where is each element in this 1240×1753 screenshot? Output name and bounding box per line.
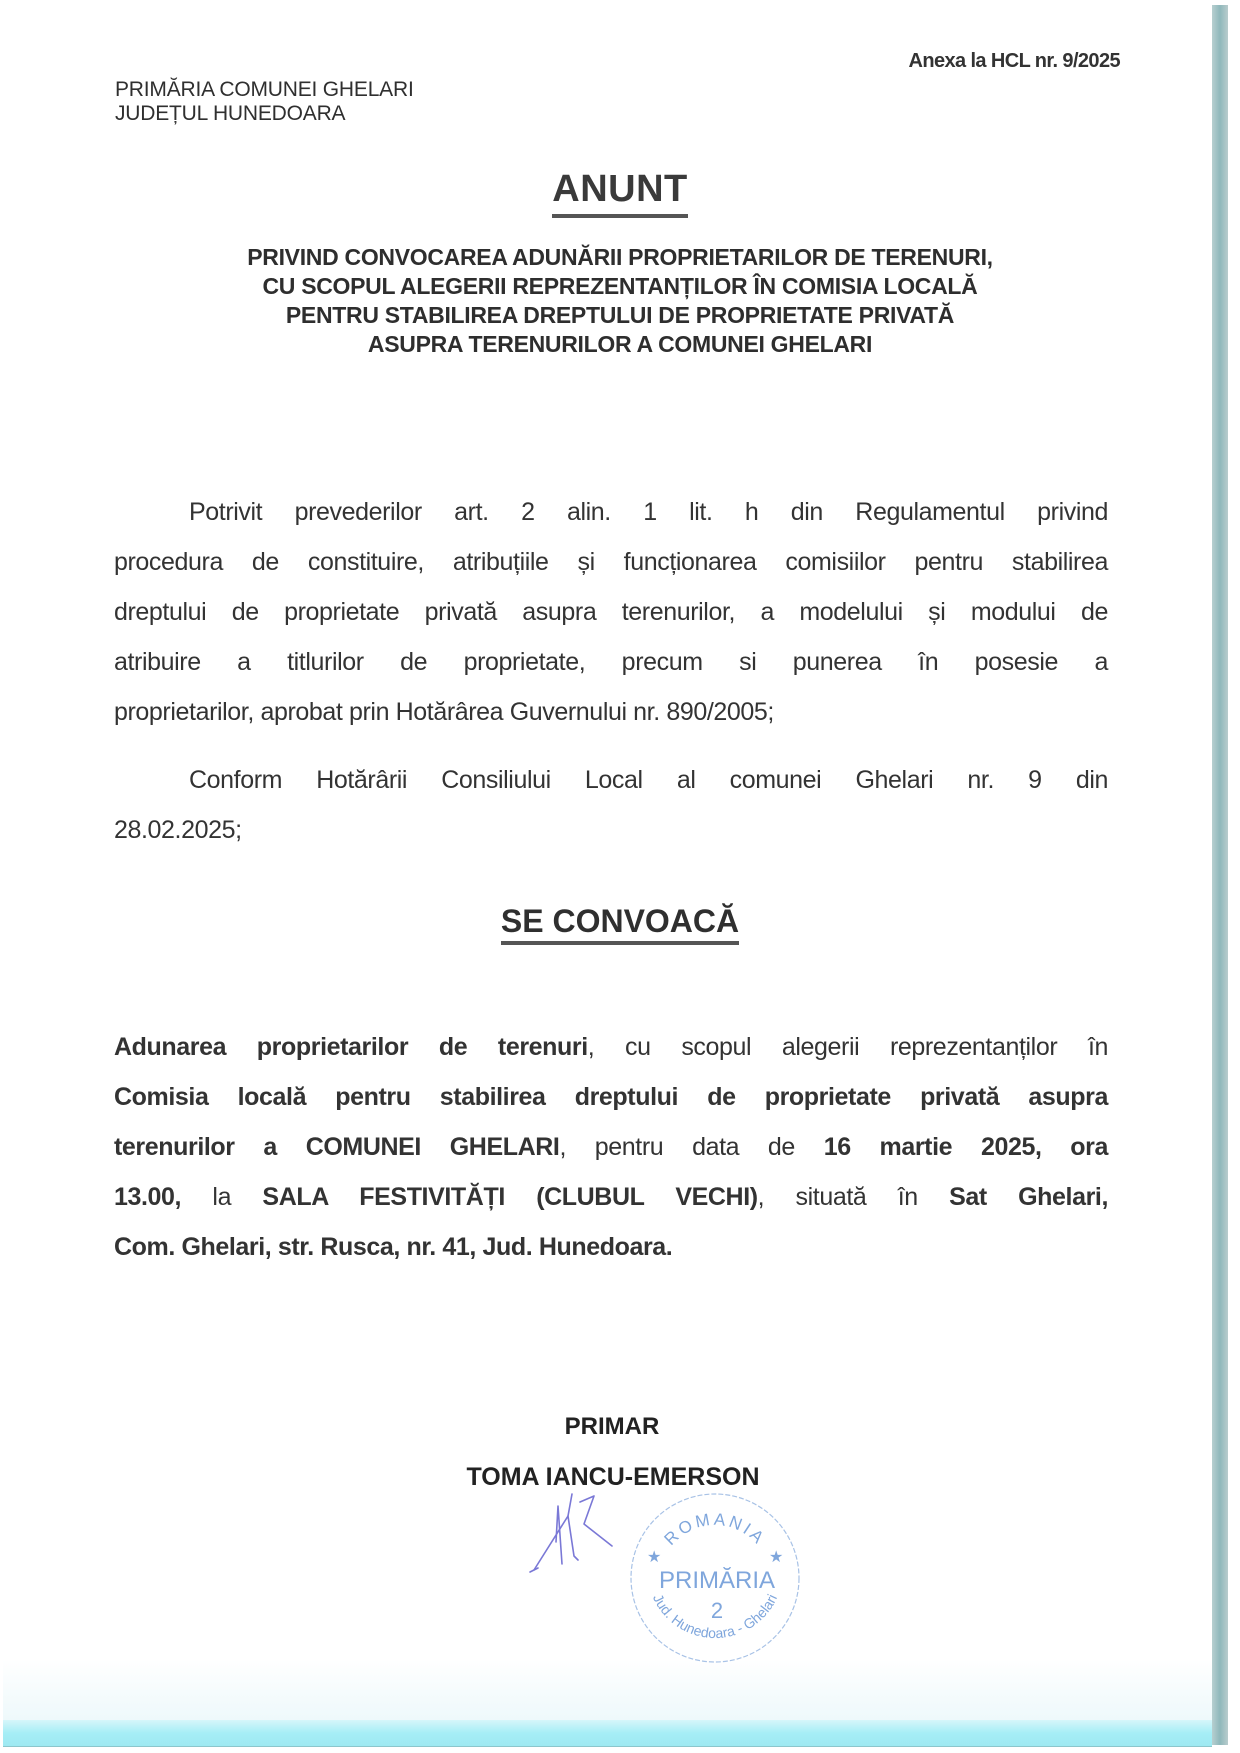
signature-stroke <box>580 1496 612 1546</box>
signatory-name: TOMA IANCU-EMERSON <box>466 1463 760 1491</box>
signature-stroke <box>568 1516 578 1560</box>
council-decision-paragraph <box>114 755 1108 855</box>
star-icon: ★ <box>769 1547 784 1566</box>
bold-text: Adunarea proprietarilor de terenuri <box>114 1033 588 1061</box>
meeting-date: 16 martie 2025, ora <box>823 1133 1108 1161</box>
subtitle-line: CU SCOPUL ALEGERII REPREZENTANȚILOR ÎN COMISIA LOCALĂ <box>262 273 978 299</box>
meeting-venue: SALA FESTIVITĂȚI (CLUBUL VECHI) <box>262 1183 758 1211</box>
scan-edge-band <box>3 1720 1212 1747</box>
paragraph-line: procedura de constituire, atribuțiile și funcționarea comisiilor pentru stabilirea <box>114 548 1108 576</box>
paragraph-line: atribuire a titlurilor de proprietate, precum si punerea în posesie a <box>114 648 1108 676</box>
convocation-heading <box>0 903 1240 940</box>
star-icon: ★ <box>647 1547 662 1566</box>
legal-basis-paragraph <box>114 487 1108 737</box>
stamp-center-text: PRIMĂRIA <box>658 1567 776 1594</box>
stamp-top-text: ROMANIA <box>660 1509 770 1549</box>
subtitle-line: ASUPRA TERENURILOR A COMUNEI GHELARI <box>367 331 873 357</box>
paragraph-line <box>114 1222 1108 1272</box>
convocation-heading-text: SE CONVOACĂ <box>501 903 739 945</box>
signatory-role: PRIMAR <box>564 1413 660 1440</box>
paragraph-line <box>114 1072 1108 1122</box>
official-stamp <box>625 1490 805 1670</box>
signature-stroke <box>556 1506 562 1564</box>
bold-text: Comisia locală pentru stabilirea dreptului de proprietate privată asupra <box>114 1083 1108 1111</box>
county-name: JUDEȚUL HUNEDOARA <box>115 102 346 125</box>
document-title <box>0 168 1240 211</box>
regular-text: , cu scopul alegerii reprezentanților în <box>587 1033 1108 1061</box>
paragraph-line: 28.02.2025; <box>114 816 242 844</box>
scan-edge-bar <box>1212 5 1228 1745</box>
meeting-village: Sat Ghelari, <box>949 1183 1109 1211</box>
handwritten-signature <box>528 1486 618 1576</box>
subtitle-line: PENTRU STABILIREA DREPTULUI DE PROPRIETATE PRIVATĂ <box>285 302 955 328</box>
paragraph-line <box>114 1122 1108 1172</box>
paragraph-line: proprietarilor, aprobat prin Hotărârea Guvernului nr. 890/2005; <box>114 698 774 726</box>
title-text: ANUNT <box>552 168 687 218</box>
paragraph-line: Potrivit prevederilor art. 2 alin. 1 lit. h din Regulamentul privind <box>189 498 1108 526</box>
paragraph-line: dreptului de proprietate privată asupra terenurilor, a modelului și modului de <box>114 598 1108 626</box>
meeting-address: Com. Ghelari, str. Rusca, nr. 41, Jud. Hunedoara. <box>114 1233 673 1261</box>
document-subtitle <box>120 243 1120 359</box>
regular-text: , pentru data de <box>559 1133 824 1161</box>
meeting-time: 13.00, <box>114 1183 182 1211</box>
scan-fade <box>3 1660 1212 1720</box>
regular-text: , situată în <box>757 1183 950 1211</box>
subtitle-line: PRIVIND CONVOCAREA ADUNĂRII PROPRIETARILOR DE TERENURI, <box>247 244 993 270</box>
stamp-number: 2 <box>710 1598 724 1623</box>
stamp-bottom-text: Jud. Hunedoara - Ghelari <box>649 1591 781 1642</box>
regular-text: la <box>181 1183 263 1211</box>
signature-stroke <box>534 1494 572 1570</box>
annex-reference: Anexa la HCL nr. 9/2025 <box>908 50 1120 72</box>
paragraph-line: Conform Hotărârii Consiliului Local al comunei Ghelari nr. 9 din <box>189 766 1108 794</box>
paragraph-line <box>114 1172 1108 1222</box>
bold-text: terenurilor a COMUNEI GHELARI <box>114 1133 560 1161</box>
institution-name: PRIMĂRIA COMUNEI GHELARI <box>115 78 414 101</box>
paragraph-line <box>114 1022 1108 1072</box>
convocation-paragraph <box>114 1022 1108 1272</box>
